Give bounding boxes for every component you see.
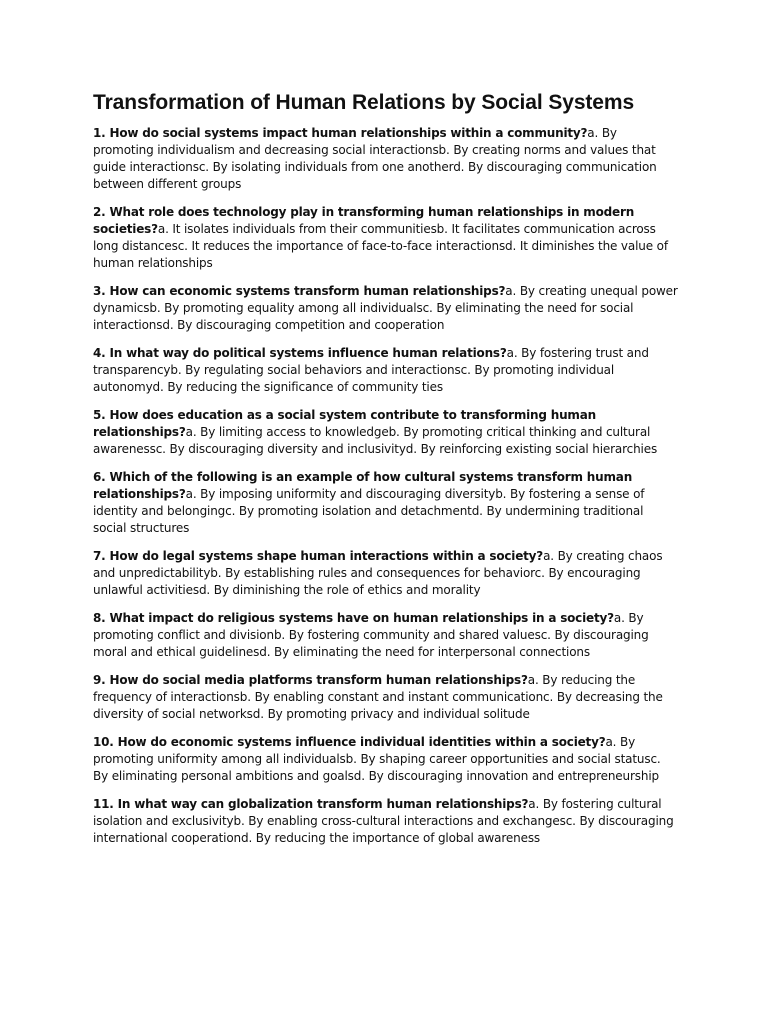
question-item bbox=[93, 125, 678, 193]
question-item bbox=[93, 345, 678, 396]
question-item bbox=[93, 407, 678, 458]
question-text: 11. In what way can globalization transform human relationships? bbox=[93, 797, 529, 811]
question-item bbox=[93, 548, 678, 599]
question-text: 8. What impact do religious systems have on human relationships in a society? bbox=[93, 611, 614, 625]
question-item bbox=[93, 672, 678, 723]
question-text: 3. How can economic systems transform human relationships? bbox=[93, 284, 506, 298]
question-item bbox=[93, 469, 678, 537]
answer-options: a. By reducing the frequency of interactionsb. By enabling constant and instant communicationc. By decreasing the diversity of social networksd. By promoting privacy and individual solitude bbox=[93, 673, 663, 721]
question-item bbox=[93, 734, 678, 785]
question-text: 4. In what way do political systems influence human relations? bbox=[93, 346, 507, 360]
answer-options: a. By promoting uniformity among all individualsb. By shaping career opportunities and social statusc. By eliminating personal ambitions and goalsd. By discouraging innovation and entrepreneurship bbox=[93, 735, 661, 783]
question-text: 1. How do social systems impact human relationships within a community? bbox=[93, 126, 588, 140]
question-text: 2. What role does technology play in transforming human relationships in modern societies? bbox=[93, 205, 635, 236]
answer-options: a. By creating chaos and unpredictabilityb. By establishing rules and consequences for behaviorc. By encouraging unlawful activitiesd. By diminishing the role of ethics and morality bbox=[93, 549, 663, 597]
answer-options: a. By limiting access to knowledgeb. By promoting critical thinking and cultural awarenessc. By discouraging diversity and inclusivityd. By reinforcing existing social hierarchies bbox=[93, 425, 658, 456]
answer-options: a. By promoting individualism and decreasing social interactionsb. By creating norms and values that guide interactionsc. By isolating individuals from one anotherd. By discouraging communication between different groups bbox=[93, 126, 657, 191]
answer-options: a. By fostering cultural isolation and exclusivityb. By enabling cross-cultural interactions and exchangesc. By discouraging international cooperationd. By reducing the importance of global awareness bbox=[93, 797, 674, 845]
question-item bbox=[93, 796, 678, 847]
answer-options: a. By fostering trust and transparencyb. By regulating social behaviors and interactionsc. By promoting individual autonomyd. By reducing the significance of community ties bbox=[93, 346, 649, 394]
document-page bbox=[93, 91, 678, 858]
question-text: 9. How do social media platforms transform human relationships? bbox=[93, 673, 528, 687]
question-item bbox=[93, 283, 678, 334]
answer-options: a. By imposing uniformity and discouraging diversityb. By fostering a sense of identity and belongingc. By promoting isolation and detachmentd. By undermining traditional social structures bbox=[93, 487, 645, 535]
question-text: 5. How does education as a social system contribute to transforming human relationships? bbox=[93, 408, 596, 439]
answer-options: a. By creating unequal power dynamicsb. By promoting equality among all individualsc. By eliminating the need for social interactionsd. By discouraging competition and cooperation bbox=[93, 284, 678, 332]
question-text: 10. How do economic systems influence individual identities within a society? bbox=[93, 735, 606, 749]
answer-options: a. It isolates individuals from their communitiesb. It facilitates communication across long distancesc. It reduces the importance of face-to-face interactionsd. It diminishes the value of human relationships bbox=[93, 222, 668, 270]
document-title: Transformation of Human Relations by Social Systems bbox=[93, 91, 635, 114]
answer-options: a. By promoting conflict and divisionb. By fostering community and shared valuesc. By discouraging moral and ethical guidelinesd. By eliminating the need for interpersonal connections bbox=[93, 611, 649, 659]
question-item bbox=[93, 610, 678, 661]
question-text: 7. How do legal systems shape human interactions within a society? bbox=[93, 549, 544, 563]
question-item bbox=[93, 204, 678, 272]
question-text: 6. Which of the following is an example of how cultural systems transform human relationships? bbox=[93, 470, 633, 501]
